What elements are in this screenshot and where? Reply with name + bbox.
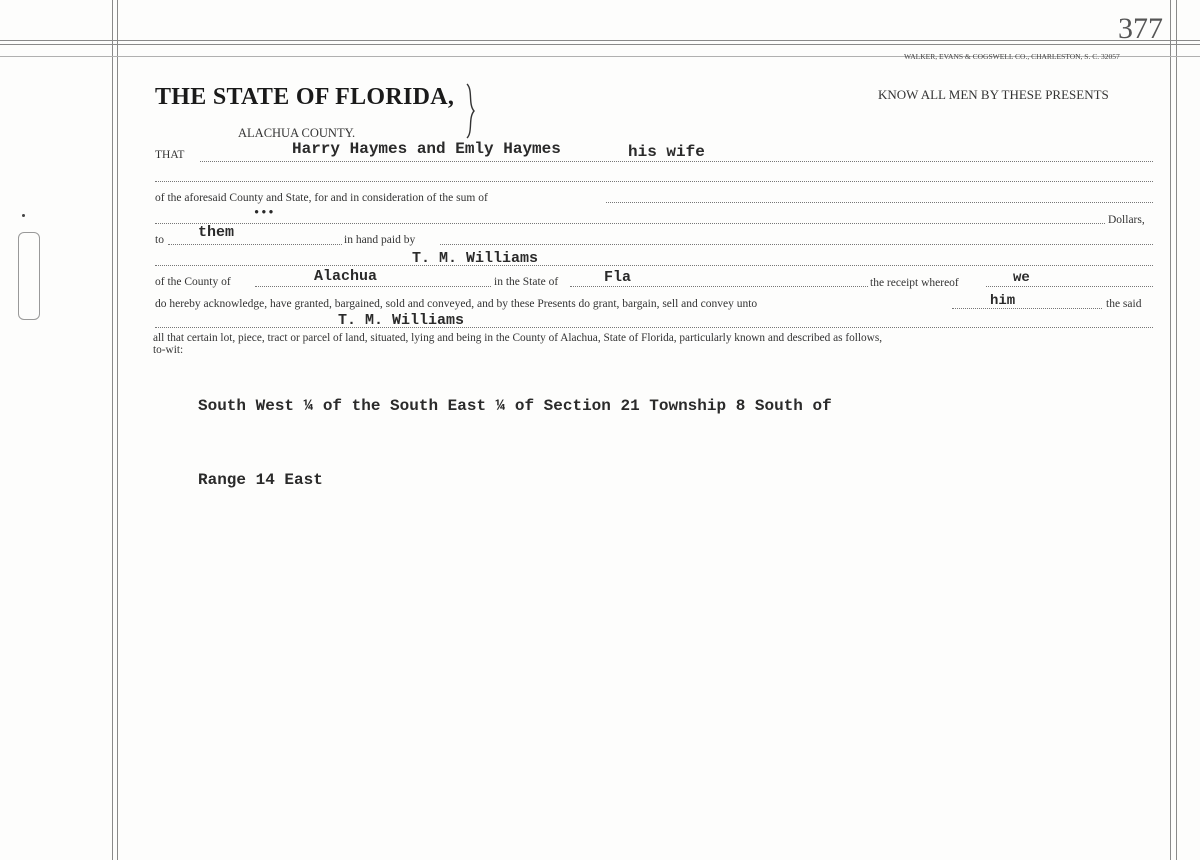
- margin-line-right-1: [1170, 0, 1171, 860]
- blank-line: [155, 181, 1153, 182]
- grantors-suffix: his wife: [628, 143, 705, 161]
- margin-line-right-2: [1176, 0, 1177, 860]
- dollars-label: Dollars,: [1108, 214, 1145, 226]
- binder-hole: [18, 232, 40, 320]
- brace: [464, 82, 478, 140]
- land-text: all that certain lot, piece, tract or parcel of land, situated, lying and being in the County of Alachua, State of Florida, particularly known and described as follows,: [153, 332, 883, 344]
- acknowledge-text: do hereby acknowledge, have granted, bargained, sold and conveyed, and by these Presents do grant, bargain, sell and convey unto: [155, 298, 758, 310]
- know-all-men: KNOW ALL MEN BY THESE PRESENTS: [878, 87, 1109, 102]
- legal-description-line-2: Range 14 East: [198, 471, 323, 489]
- state-field: Fla: [604, 269, 632, 286]
- consideration-text: of the aforesaid County and State, for and in consideration of the sum of: [155, 192, 488, 204]
- page-number: 377: [1118, 12, 1163, 45]
- county-of-label: of the County of: [155, 276, 231, 288]
- margin-line-left-1: [112, 0, 113, 860]
- county-field: Alachua: [314, 268, 378, 285]
- legal-description-line-1: South West ¼ of the South East ¼ of Section 21 Township 8 South of: [198, 397, 832, 415]
- to-wit: to-wit:: [153, 344, 184, 356]
- that-label: THAT: [155, 149, 185, 161]
- receipt-line: [986, 286, 1153, 287]
- grantors-field: Harry Haymes and Emly Haymes: [292, 140, 561, 158]
- receipt-field: we: [1013, 270, 1030, 286]
- grantee-line: [155, 265, 1153, 266]
- paid-by-label: in hand paid by: [344, 234, 416, 246]
- the-said-line: [155, 327, 1153, 328]
- convey-line: [952, 308, 1102, 309]
- sum-field: •••: [253, 206, 275, 220]
- receipt-label: the receipt whereof: [870, 277, 959, 289]
- paid-by-line: [440, 244, 1153, 245]
- ink-dot: [22, 214, 25, 217]
- to-field: them: [198, 224, 235, 241]
- grantor-line: [200, 161, 1153, 162]
- state-title: THE STATE OF FLORIDA,: [155, 84, 455, 110]
- the-said-label: the said: [1106, 298, 1142, 310]
- the-said-field: T. M. Williams: [338, 312, 465, 329]
- sum-line: [606, 202, 1153, 203]
- state-line: [570, 286, 868, 287]
- county-heading: ALACHUA COUNTY.: [238, 126, 356, 140]
- top-rule-2: [0, 44, 1200, 45]
- dollars-line: [155, 223, 1105, 224]
- top-rule-1: [0, 40, 1200, 41]
- to-label: to: [155, 234, 164, 246]
- county-line: [255, 286, 491, 287]
- convey-to-field: him: [990, 293, 1016, 309]
- margin-line-left-2: [117, 0, 118, 860]
- to-line: [168, 244, 342, 245]
- printer-line: WALKER, EVANS & COGSWELL CO., CHARLESTON, S. C. 32057: [904, 52, 1120, 61]
- state-of-label: in the State of: [494, 276, 559, 288]
- grantee-field: T. M. Williams: [412, 250, 539, 267]
